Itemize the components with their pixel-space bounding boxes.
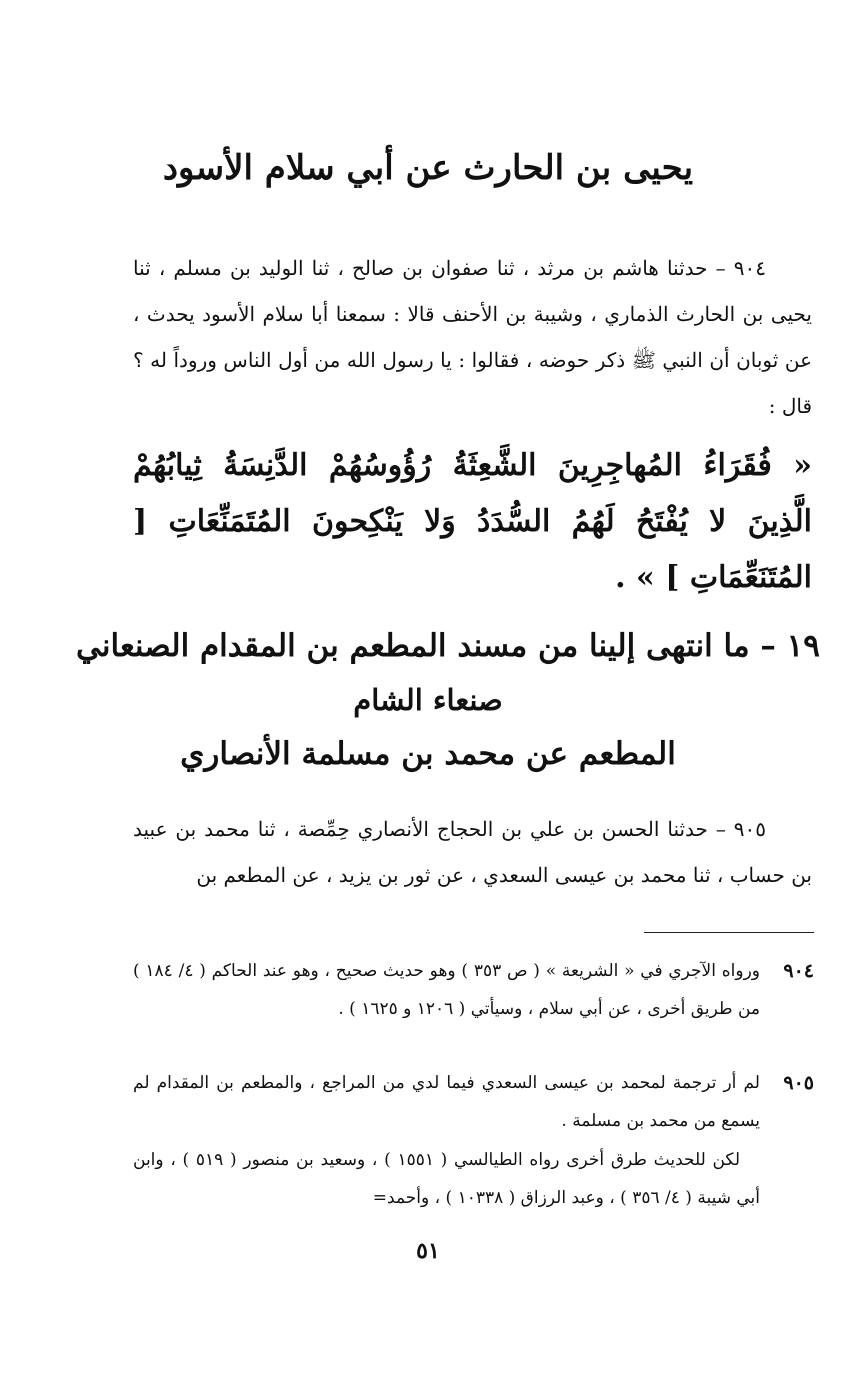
footnote-number: ٩٠٥ [783, 1072, 814, 1094]
footnote-text: لم أر ترجمة لمحمد بن عيسى السعدي فيما لدي من المراجع ، والمطعم بن المقدام لم يسمع من محمد بن مسلمة . [133, 1073, 760, 1131]
footnote-continuation [133, 1141, 814, 1217]
footnote-904 [133, 952, 814, 1028]
chapter-title: يحيى بن الحارث عن أبي سلام الأسود [162, 148, 694, 188]
footnote-divider [644, 932, 814, 933]
hadith-905-text: ٩٠٥ – حدثنا الحسن بن علي بن الحجاج الأنصاري حِمِّصة ، ثنا محمد بن عبيد بن حساب ، ثنا محمد بن عيسى السعدي ، عن ثور بن يزيد ، عن المطعم بن [133, 817, 812, 887]
footnote-number: ٩٠٤ [783, 960, 814, 982]
section-title: ١٩ – ما انتهى إلينا من مسند المطعم بن المقدام الصنعاني [76, 628, 820, 664]
footnote-text: ورواه الآجري في « الشريعة » ( ص ٣٥٣ ) وهو حديث صحيح ، وهو عند الحاكم ( ٤/ ١٨٤ ) من طريق أخرى ، عن أبي سلام ، وسيأتي ( ١٢٠٦ و ١٦٢٥ ) . [133, 961, 760, 1019]
hadith-904-text: ٩٠٤ – حدثنا هاشم بن مرثد ، ثنا صفوان بن صالح ، ثنا الوليد بن مسلم ، ثنا يحيى بن الحارث الذماري ، وشيبة بن الأحنف قالا : سمعنا أبا سلام الأسود يحدث ، عن ثوبان أن النبي ﷺ ذكر حوضه ، فقالوا : يا رسول الله من أول الناس وروداً له ؟ قال : [133, 256, 812, 418]
footnote-905 [133, 1064, 814, 1140]
footnote-continuation-text: لكن للحديث طرق أخرى رواه الطيالسي ( ١٥٥١ ) ، وسعيد بن منصور ( ٥١٩ ) ، وابن أبي شيبة ( ٤/ ٣٥٦ ) ، وعبد الرزاق ( ١٠٣٣٨ ) ، وأحمد= [133, 1150, 760, 1208]
page-number: ٥١ [416, 1238, 440, 1264]
section-subtitle: صنعاء الشام [353, 683, 503, 717]
hadith-904-quote: « فُقَرَاءُ المُهاجِرِينَ الشَّعِثَةُ رُؤُوسُهُمْ الدَّنِسَةُ ثِيابُهُمْ الَّذِينَ لا يُفْتَحُ لَهُمُ السُّدَدُ وَلا يَنْكِحونَ المُتَمَنِّعَاتِ [ المُتَنَعِّمَاتِ ] » . [133, 448, 812, 595]
section-subheading: المطعم عن محمد بن مسلمة الأنصاري [180, 736, 676, 772]
